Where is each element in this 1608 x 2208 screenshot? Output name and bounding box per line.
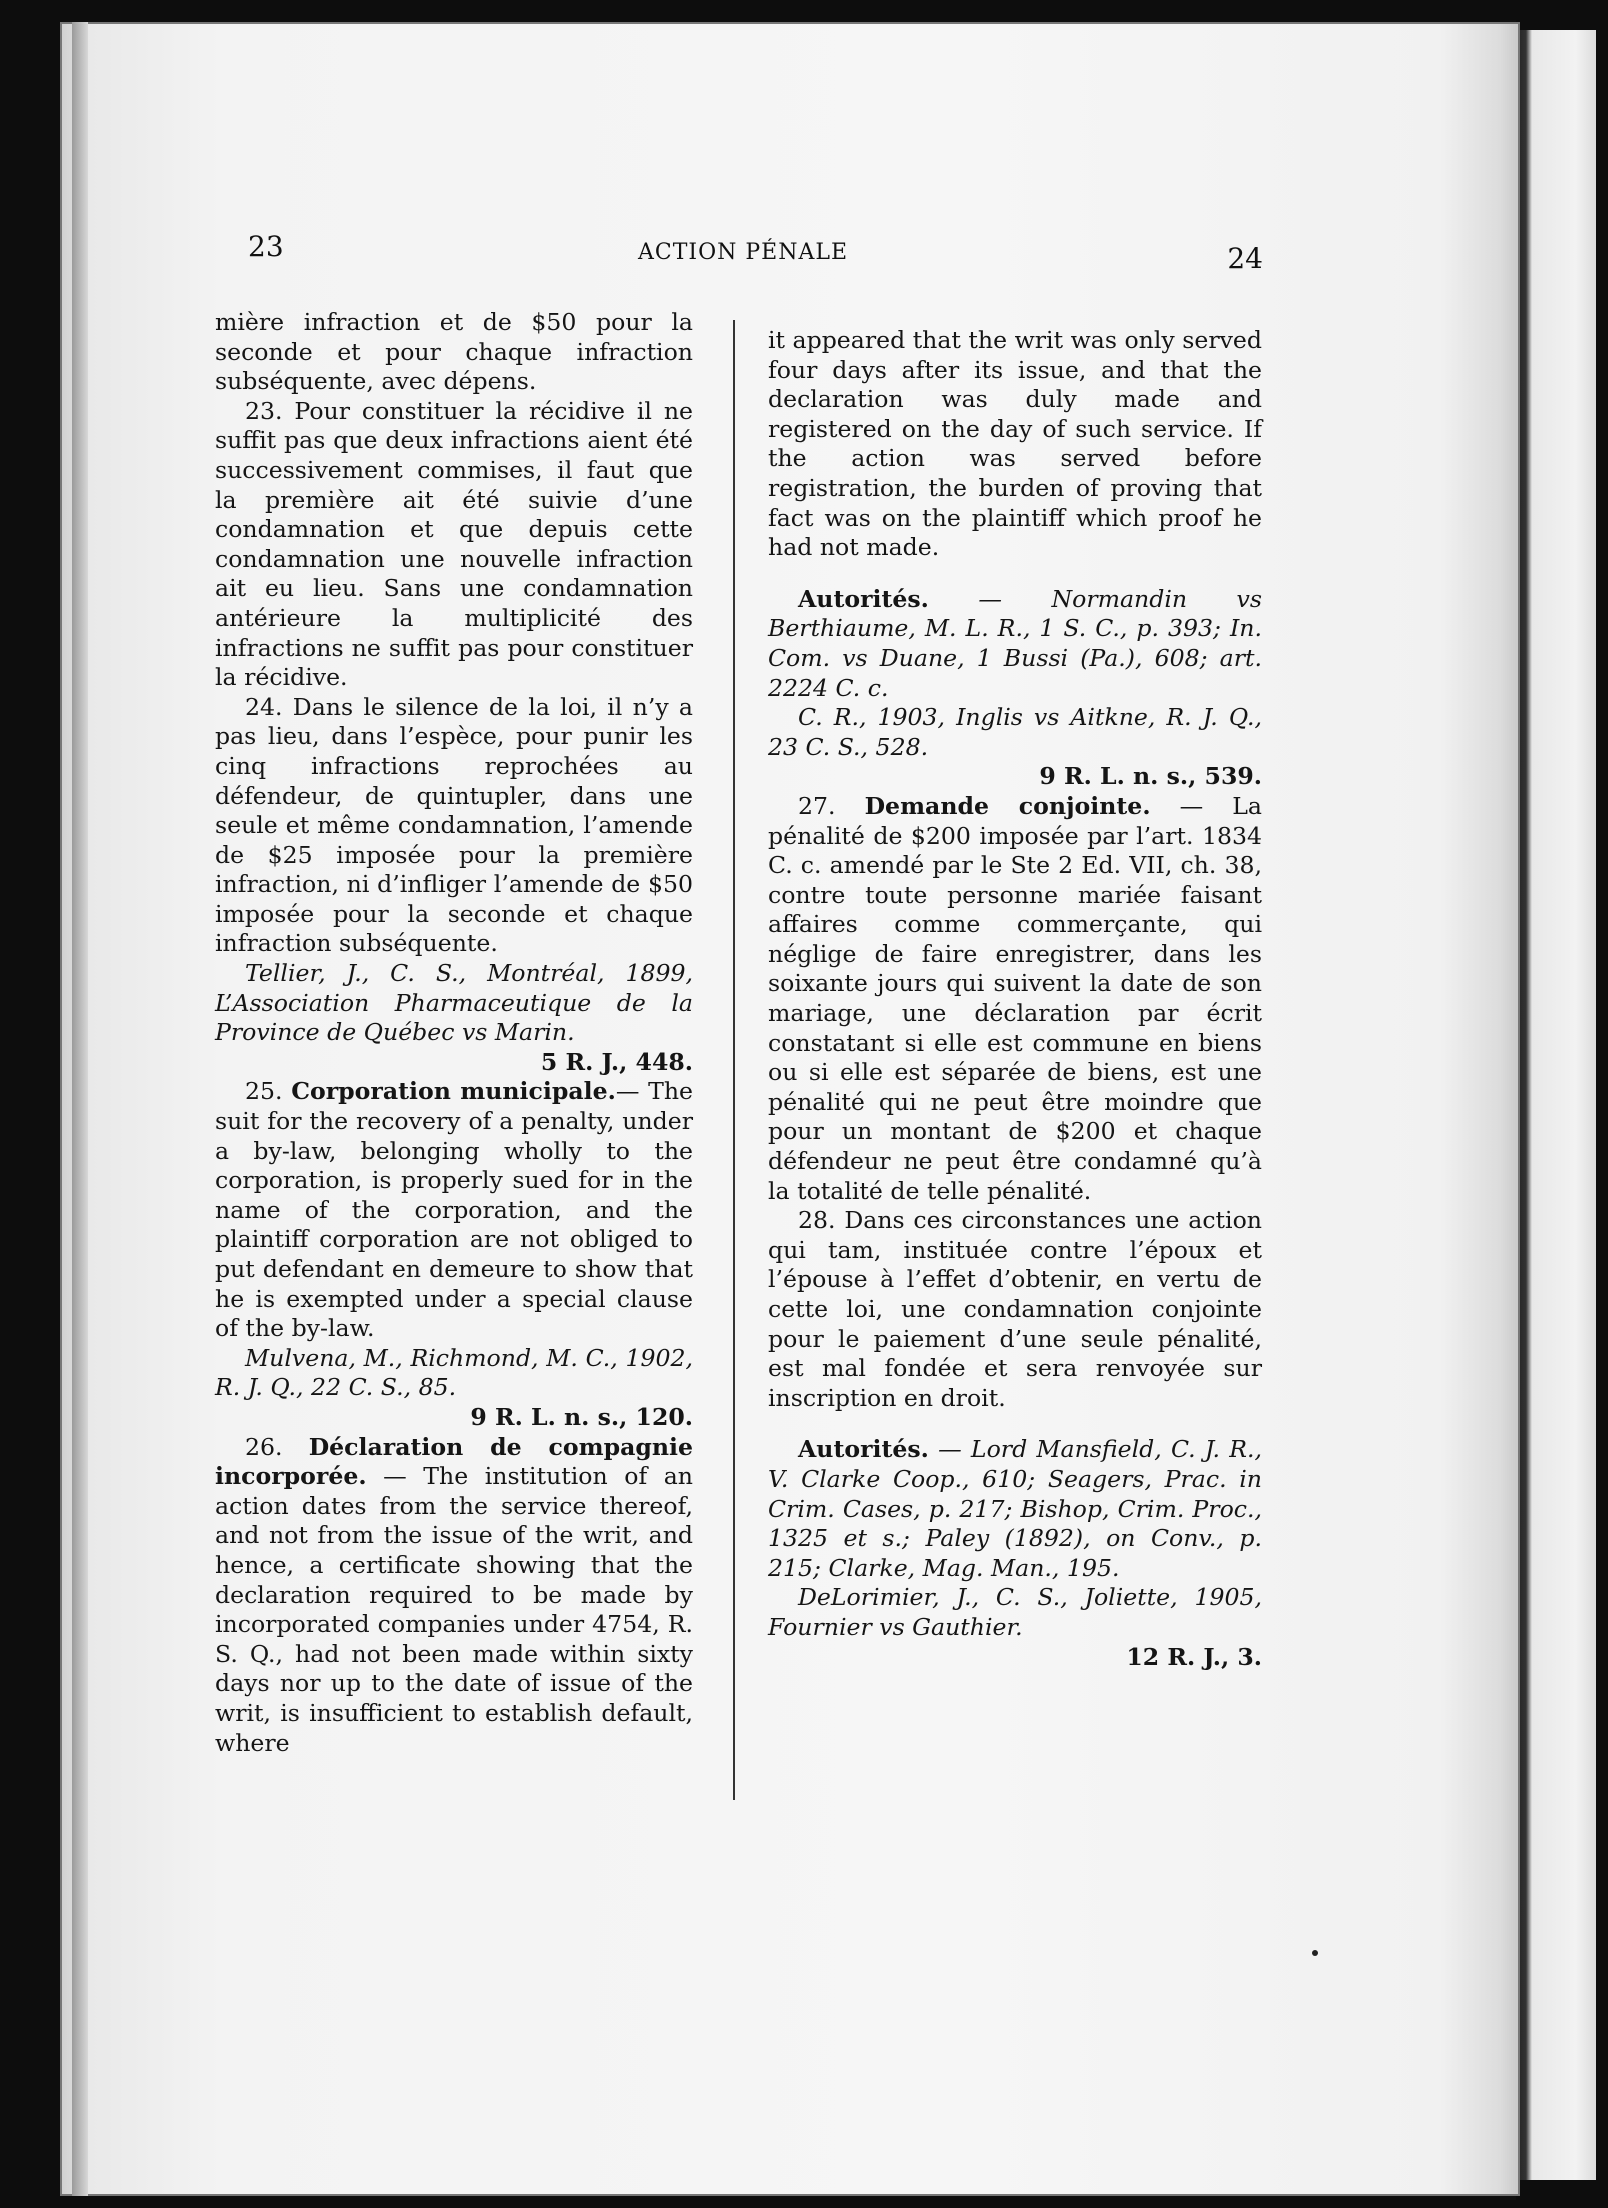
heading-demande-conjointe: Demande conjointe. — [864, 791, 1151, 820]
paragraph-28: 28. Dans ces circonstances une action qui tam, instituée contre l’époux et l’épouse à l’effet d’obtenir, en vertu de cette loi, une condamnation conjointe pour le paiement d’une seule pénalité, est mal fondée et sera renvoyée sur inscription en droit. — [768, 1206, 1262, 1412]
left-column — [215, 308, 693, 1758]
paragraph-24: 24. Dans le silence de la loi, il n’y a pas lieu, dans l’espèce, pour punir les cinq infractions reprochées au défendeur, de quintupler, dans une seule et même condamnation, l’amende de $25 imposée pour la première infraction, ni d’infliger l’amende de $50 imposée pour la seconde et chaque infraction subséquente. — [215, 692, 693, 958]
reference-9-rl-539: 9 R. L. n. s., 539. — [1039, 762, 1262, 791]
reference-12-rj-3: 12 R. J., 3. — [1126, 1642, 1262, 1671]
column-divider — [733, 320, 735, 1800]
authorities-label-2: Autorités. — [798, 1435, 929, 1464]
right-page-number: 24 — [1227, 242, 1263, 275]
paragraph-27 — [768, 792, 1262, 1206]
paragraph-25-number: 25. — [245, 1077, 292, 1106]
heading-declaration-compagnie: Déclaration de compagnie incorporée. — [215, 1432, 693, 1491]
authorities-1-text: — Normandin vs Berthiaume, M. L. R., 1 S. C., p. 393; In. Com. vs Duane, 1 Bussi (Pa.), 608; art. 2224 C. c. — [768, 584, 1262, 702]
citation-delorimier: DeLorimier, J., C. S., Joliette, 1905, Fournier vs Gauthier. — [768, 1583, 1262, 1641]
authorities-1 — [768, 585, 1262, 703]
authorities-2-text: — Lord Mansfield, C. J. R., V. Clarke Coop., 610; Seagers, Prac. in Crim. Cases, p. 217; Bishop, Crim. Proc., 1325 et s.; Paley (1892), on Conv., p. 215; Clarke, Mag. Man., 195. — [768, 1435, 1262, 1582]
running-title: ACTION PÉNALE — [638, 240, 849, 265]
paragraph-25 — [215, 1077, 693, 1343]
citation-inglis: C. R., 1903, Inglis vs Aitkne, R. J. Q., 23 C. S., 528. — [768, 703, 1262, 761]
paragraph-25-text: — The suit for the recovery of a penalty, under a by-law, belonging wholly to the corporation, is properly sued for in the name of the corporation, and the plaintiff corporation are not obliged to put defendant en demeure to show that he is exempted under a special clause of the by-law. — [215, 1077, 693, 1343]
page-left-edge — [72, 22, 88, 2196]
paragraph-26-text: — The institution of an action dates from the service thereof, and not from the issue of the writ, and hence, a certificate showing that the declaration required to be made by incorporated companies under 4754, R. S. Q., had not been made within sixty days nor up to the date of issue of the writ, is insufficient to establish default, where — [215, 1462, 693, 1757]
left-page-number: 23 — [248, 230, 284, 263]
right-column — [768, 326, 1262, 1672]
paragraph-27-text: — La pénalité de $200 imposée par l’art. 1834 C. c. amendé par le Ste 2 Ed. VII, ch. 38, contre toute personne mariée faisant affaires comme commerçante, qui néglige de faire enregistrer, dans les soixante jours qui suivent la date de son mariage, une déclaration par écrit constatant si elle est commune en biens ou si elle est séparée de biens, est une pénalité qui ne peut être moindre que pour un montant de $200 et chaque défendeur ne peut être condamné qu’à la totalité de telle pénalité. — [768, 791, 1262, 1205]
paragraph-26-number: 26. — [245, 1432, 309, 1461]
paragraph-26 — [215, 1433, 693, 1759]
authorities-2 — [768, 1435, 1262, 1583]
paragraph-continuation: mière infraction et de $50 pour la seconde et pour chaque infraction subséquente, avec dépens. — [215, 308, 693, 396]
next-page-edge — [1516, 30, 1596, 2180]
paragraph-26-continuation: it appeared that the writ was only served four days after its issue, and that the declaration was duly made and registered on the day of such service. If the action was served before registration, the burden of proving that fact was on the plaintiff which proof he had not made. — [768, 326, 1262, 562]
paragraph-27-number: 27. — [798, 791, 865, 820]
running-header — [248, 230, 1263, 275]
reference-5-rj-448: 5 R. J., 448. — [540, 1047, 693, 1076]
reference-9-rl-120: 9 R. L. n. s., 120. — [470, 1402, 693, 1431]
authorities-label: Autorités. — [798, 584, 929, 613]
scan-speck — [1312, 1950, 1318, 1956]
citation-tellier: Tellier, J., C. S., Montréal, 1899, L’Association Pharmaceutique de la Province de Québec vs Marin. — [215, 959, 693, 1047]
paragraph-23: 23. Pour constituer la récidive il ne suffit pas que deux infractions aient été successivement commises, il faut que la première ait été suivie d’une condamnation et que depuis cette condamnation une nouvelle infraction ait eu lieu. Sans une condamnation antérieure la multiplicité des infractions ne suffit pas pour constituer la récidive. — [215, 396, 693, 692]
citation-mulvena: Mulvena, M., Richmond, M. C., 1902, R. J. Q., 22 C. S., 85. — [215, 1343, 693, 1402]
heading-corporation-municipale: Corporation municipale. — [291, 1077, 616, 1106]
